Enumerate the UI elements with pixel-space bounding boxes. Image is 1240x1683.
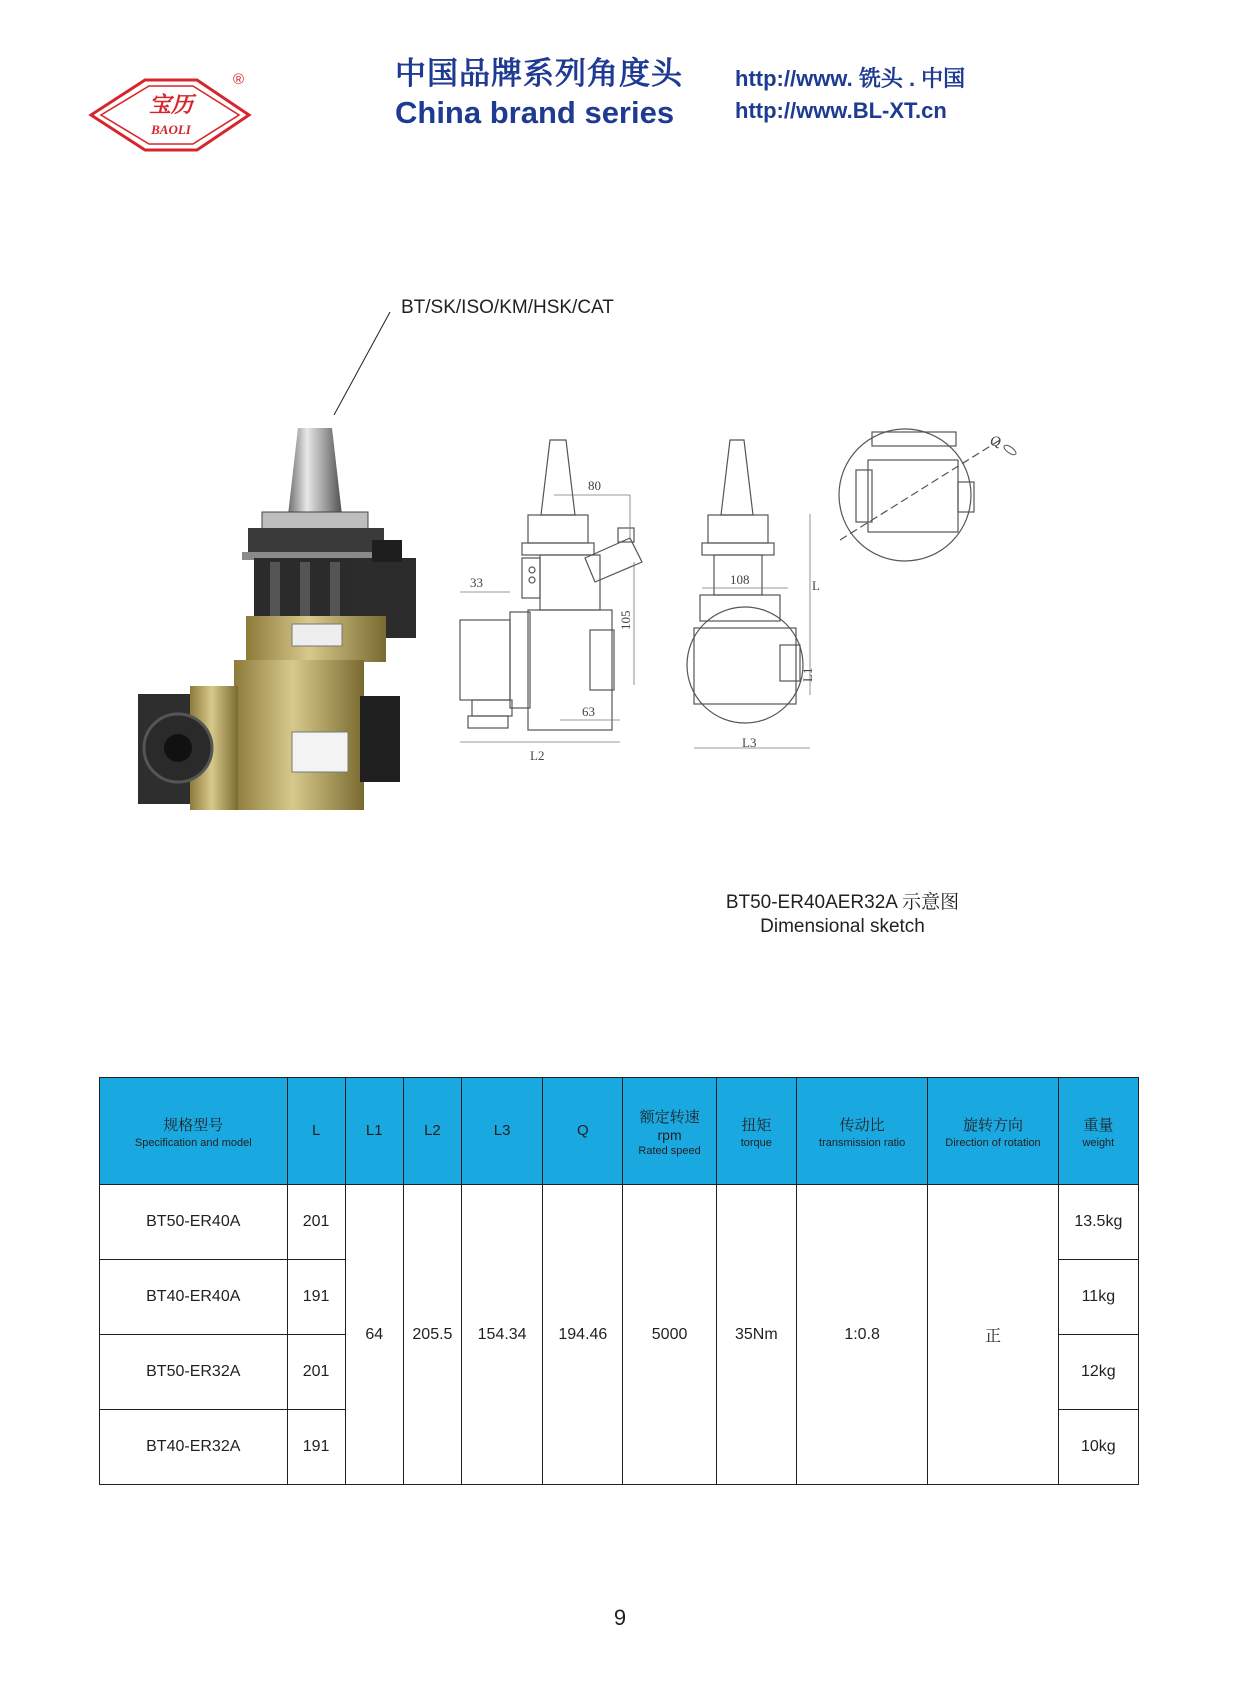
dim-33: 33	[470, 575, 483, 590]
dim-L1: L1	[800, 667, 815, 682]
header-L: L	[287, 1078, 345, 1185]
cell-weight: 10kg	[1058, 1410, 1138, 1485]
header-L3: L3	[462, 1078, 543, 1185]
cell-model: BT40-ER40A	[100, 1260, 288, 1335]
caption-line-1: BT50-ER40AER32A 示意图	[725, 892, 960, 913]
dim-63: 63	[582, 704, 595, 719]
title-en: China brand series	[395, 95, 675, 130]
side-view-drawing	[460, 440, 642, 730]
header-title	[395, 58, 683, 128]
cell-model: BT50-ER32A	[100, 1335, 288, 1410]
dim-80: 80	[588, 478, 601, 493]
header-L1: L1	[345, 1078, 403, 1185]
logo-text-en: BAOLI	[151, 122, 191, 137]
cell-weight: 11kg	[1058, 1260, 1138, 1335]
header-spec: 规格型号 Specification and model	[100, 1078, 288, 1185]
angle-head-photo	[138, 428, 416, 810]
cell-Q: 194.46	[543, 1185, 623, 1485]
dim-108: 108	[730, 572, 750, 587]
cell-torque: 35Nm	[716, 1185, 796, 1485]
dim-L: L	[812, 578, 820, 593]
dim-105: 105	[618, 610, 633, 630]
header-weight: 重量 weight	[1058, 1078, 1138, 1185]
callout-leader-line	[334, 312, 390, 415]
cell-L: 191	[287, 1260, 345, 1335]
header-Q: Q	[543, 1078, 623, 1185]
title-cn: 中国品牌系列角度头	[395, 56, 683, 91]
caption-line-2: Dimensional sketch	[760, 916, 925, 938]
cell-rated-speed: 5000	[623, 1185, 716, 1485]
url-cn[interactable]: http://www. 铣头 . 中国	[735, 66, 966, 91]
cell-model: BT40-ER32A	[100, 1410, 288, 1485]
specification-table	[99, 1077, 1139, 1485]
cell-L: 201	[287, 1185, 345, 1260]
header-transmission-ratio: 传动比 transmission ratio	[796, 1078, 927, 1185]
logo-text-cn: 宝历	[148, 92, 194, 118]
cell-L1: 64	[345, 1185, 403, 1485]
cell-model: BT50-ER40A	[100, 1185, 288, 1260]
dim-Q: Q	[990, 434, 1001, 450]
header-urls	[735, 68, 965, 122]
cell-weight: 13.5kg	[1058, 1185, 1138, 1260]
top-view-drawing	[839, 429, 1000, 561]
dim-L3: L3	[742, 735, 757, 750]
cell-weight: 12kg	[1058, 1335, 1138, 1410]
cell-transmission-ratio: 1:0.8	[796, 1185, 927, 1485]
table-row	[100, 1185, 1139, 1260]
dim-L2: L2	[530, 748, 545, 763]
registered-mark: ®	[233, 71, 245, 88]
table-header-row	[100, 1078, 1139, 1185]
page-number: 9	[613, 1605, 627, 1630]
product-figure	[120, 300, 1120, 860]
header-rotation-direction: 旋转方向 Direction of rotation	[928, 1078, 1058, 1185]
cell-L3: 154.34	[462, 1185, 543, 1485]
side-view-dimension-lines	[460, 495, 634, 742]
cell-L2: 205.5	[403, 1185, 461, 1485]
url-en[interactable]: http://www.BL-XT.cn	[735, 98, 947, 123]
cell-L: 191	[287, 1410, 345, 1485]
cell-L: 201	[287, 1335, 345, 1410]
toolholder-standards-label: BT/SK/ISO/KM/HSK/CAT	[401, 297, 614, 318]
header-torque: 扭矩 torque	[716, 1078, 796, 1185]
header-rated-speed: 额定转速 rpm Rated speed	[623, 1078, 716, 1185]
baoli-logo	[85, 70, 255, 160]
cell-rotation-direction: 正	[928, 1185, 1058, 1485]
figure-caption	[700, 891, 985, 940]
header-L2: L2	[403, 1078, 461, 1185]
